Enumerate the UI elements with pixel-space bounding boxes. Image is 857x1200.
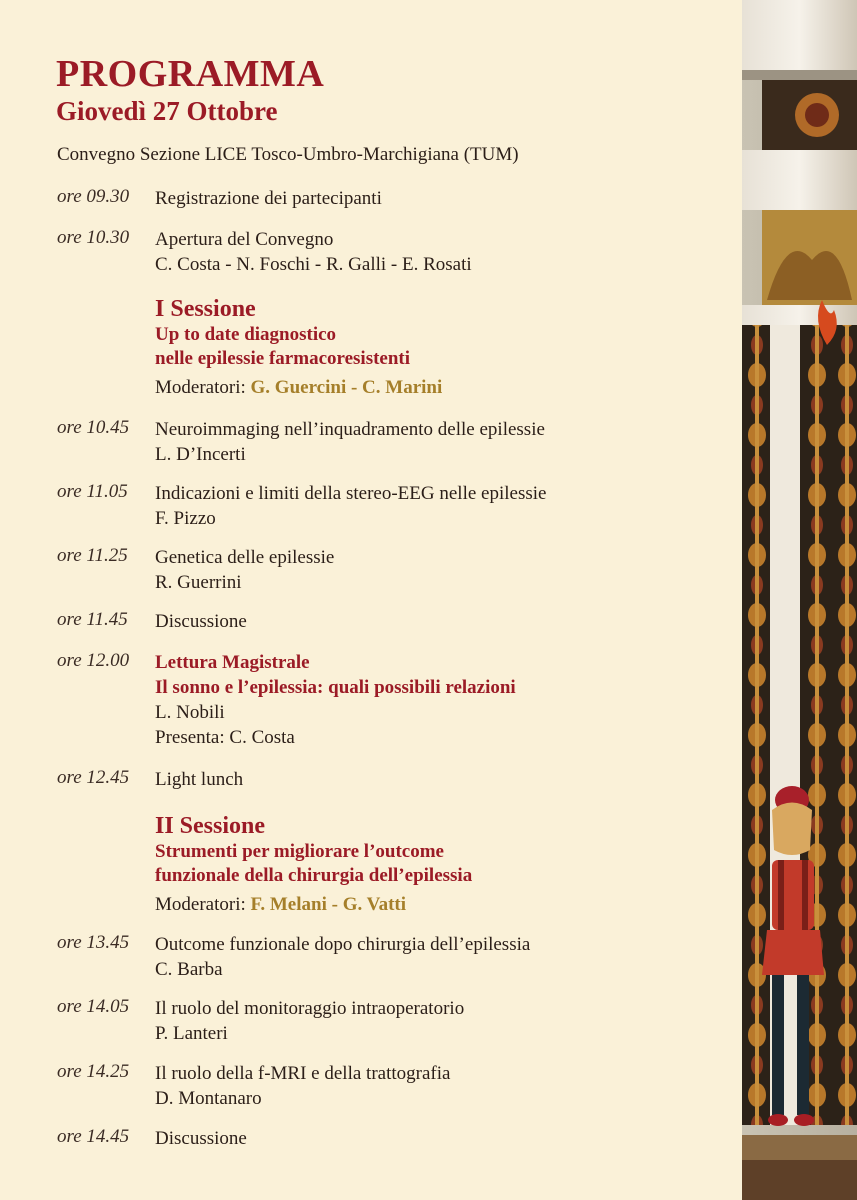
item-time: ore 14.25 xyxy=(57,1061,130,1082)
session-moderators xyxy=(155,892,472,918)
item-time: ore 09.30 xyxy=(57,186,130,207)
item-time: ore 11.45 xyxy=(57,609,128,630)
item-speakers: R. Guerrini xyxy=(155,572,242,593)
item-text: Indicazioni e limiti della stereo-EEG nelle epilessie xyxy=(155,483,547,504)
session-moderators xyxy=(155,375,442,401)
item-text: Genetica delle epilessie xyxy=(155,547,335,568)
lecture-presenter: Presenta: C. Costa xyxy=(155,727,295,748)
session-subtitle: funzionale della chirurgia dell’epilessia xyxy=(155,865,473,886)
event-date: Giovedì 27 Ottobre xyxy=(56,96,278,126)
page-title: PROGRAMMA xyxy=(56,53,325,95)
session-title: II Sessione xyxy=(155,813,266,839)
session-subtitle: nelle epilessie farmacoresistenti xyxy=(155,348,411,369)
session-subtitle: Up to date diagnostico xyxy=(155,324,337,345)
item-time: ore 14.45 xyxy=(57,1126,130,1147)
item-time: ore 13.45 xyxy=(57,932,130,953)
item-time: ore 10.45 xyxy=(57,417,130,438)
item-text: Registrazione dei partecipanti xyxy=(155,188,382,209)
item-speakers: F. Pizzo xyxy=(155,508,216,529)
item-text: Light lunch xyxy=(155,769,244,790)
item-time: ore 14.05 xyxy=(57,996,130,1017)
item-speakers: L. D’Incerti xyxy=(155,444,246,465)
session-title: I Sessione xyxy=(155,296,256,322)
moderators-label: Moderatori: xyxy=(155,894,246,915)
moderators-names: F. Melani - G. Vatti xyxy=(250,894,407,915)
item-time: ore 11.05 xyxy=(57,481,128,502)
item-speakers: C. Costa - N. Foschi - R. Galli - E. Rosati xyxy=(155,254,472,275)
item-speakers: D. Montanaro xyxy=(155,1088,262,1109)
lecture-topic: Il sonno e l’epilessia: quali possibili relazioni xyxy=(155,677,516,698)
lecture-title: Lettura Magistrale xyxy=(155,652,310,673)
item-text: Apertura del Convegno xyxy=(155,229,334,250)
item-speakers: P. Lanteri xyxy=(155,1023,228,1044)
item-text: Il ruolo del monitoraggio intraoperatorio xyxy=(155,998,465,1019)
event-subtitle: Convegno Sezione LICE Tosco-Umbro-Marchigiana (TUM) xyxy=(57,144,519,165)
item-text: Neuroimmaging nell’inquadramento delle epilessie xyxy=(155,419,545,440)
moderators-names: G. Guercini - C. Marini xyxy=(250,377,443,398)
session-subtitle: Strumenti per migliorare l’outcome xyxy=(155,841,444,862)
painting-illustration xyxy=(742,0,857,1200)
item-time: ore 12.45 xyxy=(57,767,130,788)
item-text: Outcome funzionale dopo chirurgia dell’epilessia xyxy=(155,934,531,955)
lecture-speaker: L. Nobili xyxy=(155,702,225,723)
item-speakers: C. Barba xyxy=(155,959,223,980)
moderators-label: Moderatori: xyxy=(155,377,246,398)
item-time: ore 12.00 xyxy=(57,650,130,671)
decorative-painting xyxy=(742,0,857,1200)
item-text: Discussione xyxy=(155,1128,247,1149)
item-text: Discussione xyxy=(155,611,247,632)
item-text: Il ruolo della f-MRI e della trattografia xyxy=(155,1063,451,1084)
item-time: ore 10.30 xyxy=(57,227,130,248)
item-time: ore 11.25 xyxy=(57,545,128,566)
